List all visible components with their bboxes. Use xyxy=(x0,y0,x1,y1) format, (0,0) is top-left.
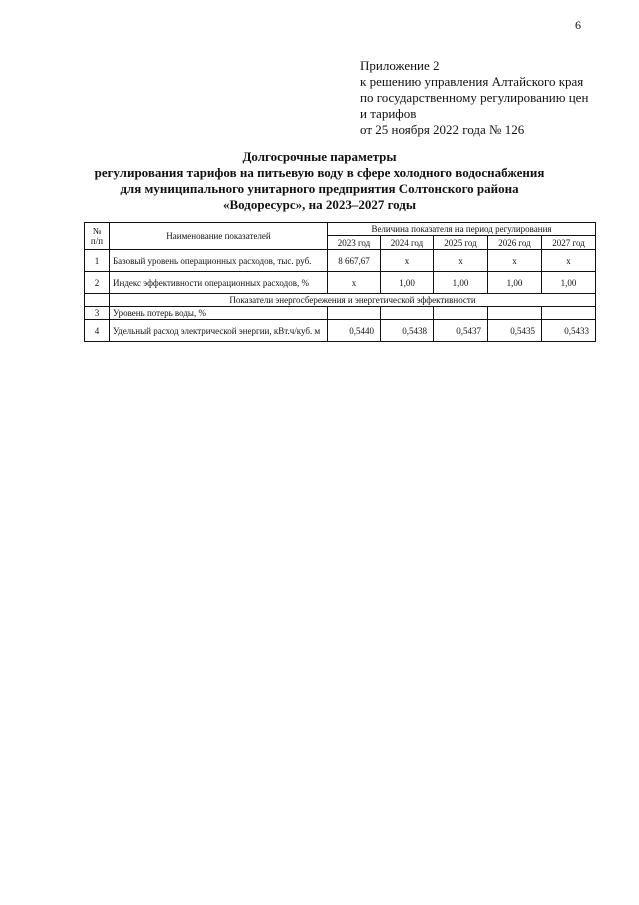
header-year: 2027 год xyxy=(542,236,596,250)
row-value: х xyxy=(488,250,542,272)
table-header-row xyxy=(85,223,596,236)
appendix-block xyxy=(360,58,588,138)
appendix-line: от 25 ноября 2022 года № 126 xyxy=(360,122,525,137)
row-value: 0,5437 xyxy=(434,320,488,342)
page-number: 6 xyxy=(575,18,581,32)
parameters-table xyxy=(84,222,596,342)
table-row xyxy=(85,250,596,272)
row-value xyxy=(488,307,542,320)
row-name: Индекс эффективности операционных расходов, % xyxy=(110,272,328,294)
header-name: Наименование показателей xyxy=(110,223,328,250)
header-year: 2026 год xyxy=(488,236,542,250)
appendix-line: к решению управления Алтайского края xyxy=(360,74,584,89)
row-value: 0,5435 xyxy=(488,320,542,342)
title-line: Долгосрочные параметры xyxy=(242,149,397,164)
row-num: 4 xyxy=(85,320,110,342)
row-name: Уровень потерь воды, % xyxy=(110,307,328,320)
appendix-line: по государственному регулированию цен xyxy=(360,90,589,105)
row-num: 3 xyxy=(85,307,110,320)
appendix-line: и тарифов xyxy=(360,106,417,121)
row-value: х xyxy=(434,250,488,272)
row-value: х xyxy=(542,250,596,272)
table-section-row xyxy=(85,294,596,307)
row-value: х xyxy=(328,272,381,294)
row-name: Удельный расход электрической энергии, кВт.ч/куб. м xyxy=(110,320,328,342)
header-num: № п/п xyxy=(85,223,110,250)
row-value xyxy=(328,307,381,320)
row-value: х xyxy=(381,250,434,272)
row-value: 1,00 xyxy=(542,272,596,294)
table-row xyxy=(85,272,596,294)
row-value xyxy=(434,307,488,320)
appendix-line: Приложение 2 xyxy=(360,58,440,73)
title-line: для муниципального унитарного предприятия Солтонского района xyxy=(120,181,519,196)
document-title xyxy=(0,149,639,213)
row-value: 0,5438 xyxy=(381,320,434,342)
header-year: 2025 год xyxy=(434,236,488,250)
row-value: 1,00 xyxy=(381,272,434,294)
row-value: 0,5440 xyxy=(328,320,381,342)
row-value: 1,00 xyxy=(434,272,488,294)
title-line: регулирования тарифов на питьевую воду в сфере холодного водоснабжения xyxy=(94,165,545,180)
row-value: 8 667,67 xyxy=(328,250,381,272)
row-num: 2 xyxy=(85,272,110,294)
title-line: «Водоресурс», на 2023–2027 годы xyxy=(222,197,417,212)
row-num: 1 xyxy=(85,250,110,272)
header-year: 2024 год xyxy=(381,236,434,250)
row-value xyxy=(381,307,434,320)
header-year: 2023 год xyxy=(328,236,381,250)
table-row xyxy=(85,320,596,342)
row-value: 0,5433 xyxy=(542,320,596,342)
row-value xyxy=(542,307,596,320)
row-name: Базовый уровень операционных расходов, тыс. руб. xyxy=(110,250,328,272)
section-heading: Показатели энергосбережения и энергетической эффективности xyxy=(110,294,596,307)
table-row xyxy=(85,307,596,320)
header-period: Величина показателя на период регулирования xyxy=(328,223,596,236)
section-spacer xyxy=(85,294,110,307)
row-value: 1,00 xyxy=(488,272,542,294)
